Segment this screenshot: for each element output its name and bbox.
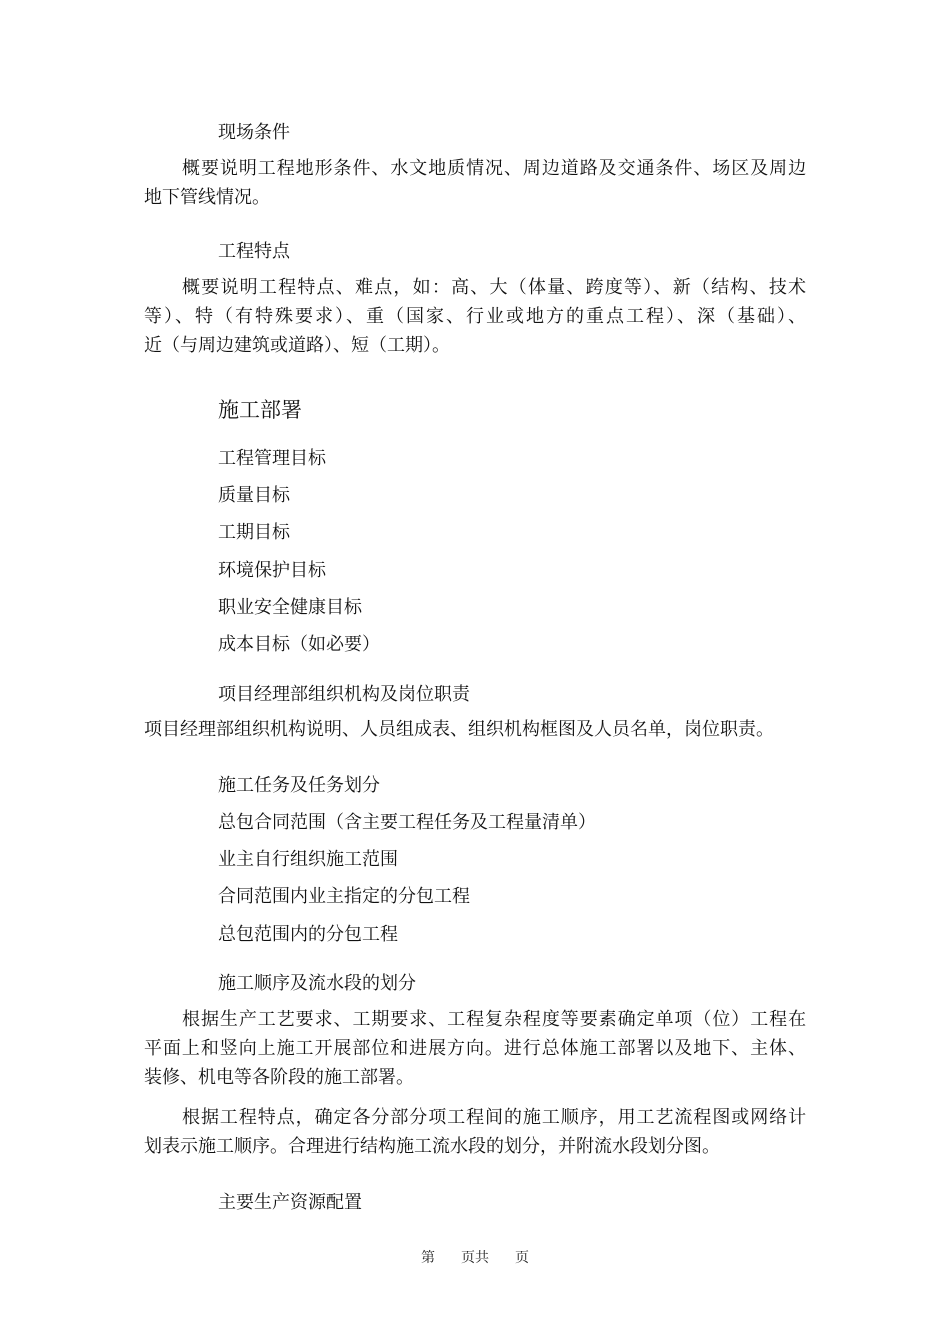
section-heading: 工期目标 — [218, 522, 290, 543]
section-heading: 合同范围内业主指定的分包工程 — [218, 886, 470, 907]
section-heading: 现场条件 — [218, 122, 290, 143]
footer-page-label: 第 — [421, 1250, 435, 1266]
paragraph-line: 地下管线情况。 — [144, 187, 270, 208]
major-heading: 施工部署 — [218, 398, 302, 422]
section-heading: 总包范围内的分包工程 — [218, 924, 398, 945]
paragraph-line: 根据工程特点，确定各分部分项工程间的施工顺序，用工艺流程图或网络计 — [182, 1107, 808, 1128]
section-heading: 施工顺序及流水段的划分 — [218, 973, 416, 994]
section-heading: 主要生产资源配置 — [218, 1192, 362, 1213]
paragraph-line: 划表示施工顺序。合理进行结构施工流水段的划分，并附流水段划分图。 — [144, 1136, 720, 1157]
paragraph-line: 装修、机电等各阶段的施工部署。 — [144, 1067, 414, 1088]
paragraph-line: 根据生产工艺要求、工期要求、工程复杂程度等要素确定单项（位）工程在 — [182, 1009, 808, 1030]
section-heading: 职业安全健康目标 — [218, 597, 362, 618]
footer-pages-label: 页 — [515, 1250, 529, 1266]
section-heading: 施工任务及任务划分 — [218, 775, 380, 796]
paragraph-line: 项目经理部组织机构说明、人员组成表、组织机构框图及人员名单，岗位职责。 — [144, 719, 774, 740]
paragraph-line: 概要说明工程地形条件、水文地质情况、周边道路及交通条件、场区及周边 — [182, 158, 808, 179]
section-heading: 业主自行组织施工范围 — [218, 849, 398, 870]
section-heading: 成本目标（如必要） — [218, 634, 380, 655]
page-footer — [0, 1249, 950, 1267]
paragraph-line: 概要说明工程特点、难点，如：高、大（体量、跨度等）、新（结构、技术 — [182, 277, 808, 298]
footer-of-label: 页共 — [461, 1250, 489, 1266]
paragraph-line: 平面上和竖向上施工开展部位和进展方向。进行总体施工部署以及地下、主体、 — [144, 1038, 807, 1059]
paragraph-line: 近（与周边建筑或道路）、短（工期）。 — [144, 335, 450, 356]
section-heading: 项目经理部组织机构及岗位职责 — [218, 684, 470, 705]
section-heading: 工程特点 — [218, 241, 290, 262]
section-heading: 总包合同范围（含主要工程任务及工程量清单） — [218, 812, 596, 833]
section-heading: 环境保护目标 — [218, 560, 326, 581]
section-heading: 质量目标 — [218, 485, 290, 506]
paragraph-line: 等）、特（有特殊要求）、重（国家、行业或地方的重点工程）、深（基础）、 — [144, 306, 808, 327]
section-heading: 工程管理目标 — [218, 448, 326, 469]
